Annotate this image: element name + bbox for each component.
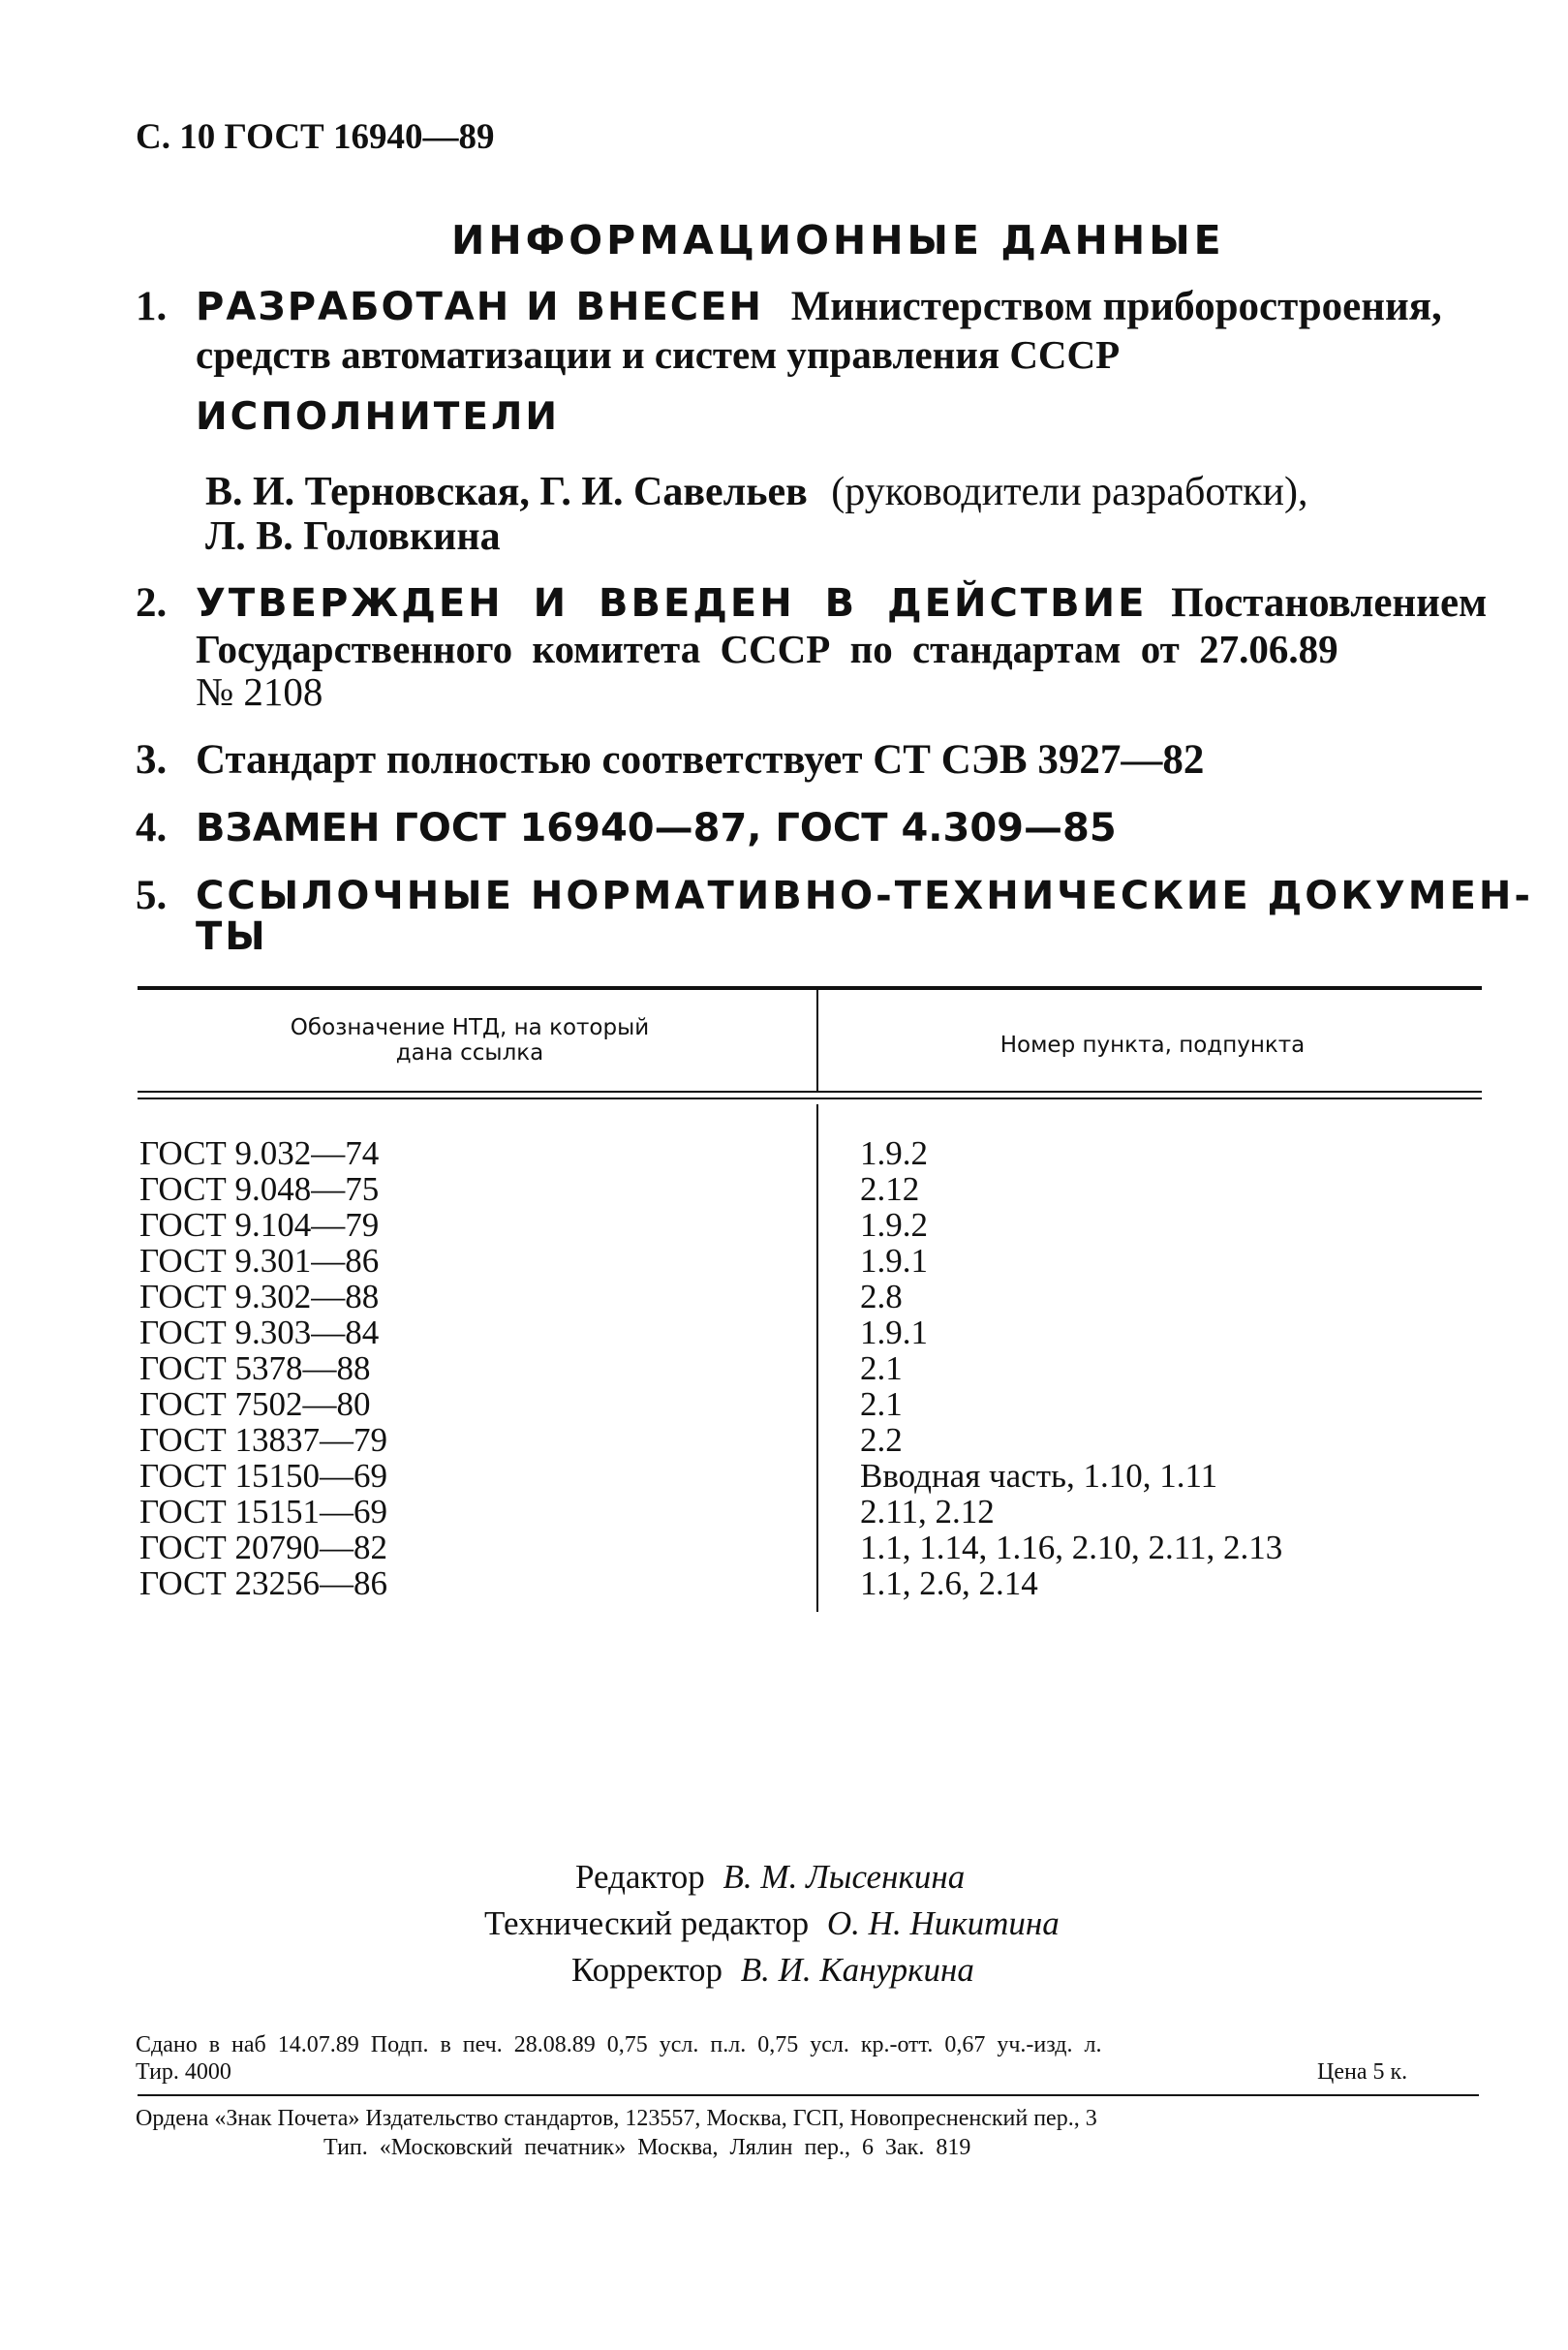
- table-cell: 1.9.2: [860, 1206, 928, 1244]
- table-cell: 1.1, 1.14, 1.16, 2.10, 2.11, 2.13: [860, 1529, 1283, 1566]
- imprint-line-1: Сдано в наб 14.07.89 Подп. в печ. 28.08.89 0,75 усл. п.л. 0,75 усл. кр.-отт. 0,67 уч.-изд. л.: [136, 2032, 1102, 2057]
- item-number: 5.: [136, 873, 168, 918]
- credit-name: О. Н. Никитина: [826, 1904, 1060, 1942]
- table-header-col1-line2: дана ссылка: [395, 1040, 544, 1066]
- table-header-rule-2: [138, 1098, 1482, 1099]
- table-cell: ГОСТ 9.301—86: [139, 1242, 380, 1280]
- table-cell: ГОСТ 13837—79: [139, 1421, 388, 1459]
- item-text: Постановлением: [1171, 580, 1488, 626]
- running-head: С. 10 ГОСТ 16940—89: [136, 117, 495, 157]
- item-5-line-1: [136, 872, 1533, 919]
- item-text: ССЫЛОЧНЫЕ НОРМАТИВНО-ТЕХНИЧЕСКИЕ ДОКУМЕН-: [196, 874, 1533, 918]
- item-2-line-2: Государственного комитета СССР по стандартам от 27.06.89: [196, 627, 1338, 671]
- imprint-printer: Тип. «Московский печатник» Москва, Лялин пер., 6 Зак. 819: [323, 2135, 971, 2160]
- executors-line-2: Л. В. Головкина: [205, 514, 501, 559]
- table-cell: 1.9.2: [860, 1134, 928, 1172]
- credit-name: В. М. Лысенкина: [723, 1858, 966, 1896]
- item-2-line-3: № 2108: [196, 669, 323, 714]
- table-cell: Вводная часть, 1.10, 1.11: [860, 1457, 1218, 1495]
- item-4: [136, 804, 1117, 851]
- table-body-divider: [816, 1104, 818, 1612]
- table-cell: 1.9.1: [860, 1314, 928, 1351]
- item-1-line-2: средств автоматизации и систем управления СССР: [196, 332, 1121, 377]
- executors-role: (руководители разработки),: [831, 470, 1308, 514]
- table-cell: ГОСТ 5378—88: [139, 1349, 371, 1387]
- table-cell: ГОСТ 7502—80: [139, 1385, 371, 1423]
- table-header-col1: [155, 1015, 784, 1066]
- table-header-col2: Номер пункта, подпункта: [999, 1033, 1306, 1058]
- table-cell: 2.1: [860, 1349, 903, 1387]
- item-text: ВЗАМЕН ГОСТ 16940—87, ГОСТ 4.309—85: [196, 806, 1117, 850]
- table-cell: ГОСТ 9.302—88: [139, 1278, 380, 1315]
- table-cell: 2.12: [860, 1170, 920, 1208]
- table-header-rule-1: [138, 1091, 1482, 1093]
- imprint-price: Цена 5 к.: [1317, 2059, 1408, 2085]
- table-cell: ГОСТ 15150—69: [139, 1457, 388, 1495]
- item-3: [136, 736, 1204, 784]
- credit-role: Редактор: [575, 1858, 705, 1896]
- table-cell: 2.2: [860, 1421, 903, 1459]
- table-top-rule: [138, 986, 1482, 990]
- table-cell: 2.11, 2.12: [860, 1493, 995, 1531]
- table-cell: ГОСТ 20790—82: [139, 1529, 388, 1566]
- table-header-divider: [816, 990, 818, 1091]
- credit-tech-editor: [484, 1904, 1060, 1943]
- table-header-col1-line1: Обозначение НТД, на который: [290, 1015, 650, 1040]
- table-col-designation: [139, 1135, 387, 1601]
- executors-line-1: [205, 469, 1308, 515]
- credit-role: Корректор: [571, 1951, 723, 1989]
- table-cell: ГОСТ 9.048—75: [139, 1170, 380, 1208]
- item-text: Стандарт полностью соответствует СТ СЭВ 3927—82: [196, 737, 1205, 783]
- table-cell: ГОСТ 15151—69: [139, 1493, 388, 1531]
- item-text: Министерством приборостроения,: [790, 284, 1442, 329]
- item-number: 1.: [136, 284, 168, 329]
- credit-proofreader: [571, 1951, 974, 1990]
- item-number: 2.: [136, 580, 168, 626]
- item-lead: УТВЕРЖДЕН И ВВЕДЕН В ДЕЙСТВИЕ: [196, 581, 1148, 626]
- table-cell: 2.8: [860, 1278, 903, 1315]
- item-lead: РАЗРАБОТАН И ВНЕСЕН: [196, 285, 763, 329]
- item-number: 3.: [136, 737, 168, 783]
- credit-role: Технический редактор: [484, 1904, 810, 1942]
- executors-names: В. И. Терновская, Г. И. Савельев: [205, 470, 808, 514]
- table-cell: 1.9.1: [860, 1242, 928, 1280]
- imprint-rule: [138, 2094, 1479, 2096]
- table-cell: ГОСТ 9.303—84: [139, 1314, 380, 1351]
- item-1-line-1: [136, 283, 1442, 330]
- item-5-line-2: ТЫ: [196, 914, 268, 959]
- table-col-clause: [860, 1135, 1282, 1601]
- table-cell: ГОСТ 23256—86: [139, 1564, 388, 1602]
- table-cell: 1.1, 2.6, 2.14: [860, 1564, 1038, 1602]
- table-cell: ГОСТ 9.104—79: [139, 1206, 380, 1244]
- imprint-tir: Тир. 4000: [136, 2059, 231, 2085]
- item-2-line-1: [136, 579, 1487, 627]
- table-cell: 2.1: [860, 1385, 903, 1423]
- credit-editor: [575, 1858, 965, 1897]
- credit-name: В. И. Кануркина: [740, 1951, 974, 1989]
- table-cell: ГОСТ 9.032—74: [139, 1134, 380, 1172]
- item-number: 4.: [136, 805, 168, 850]
- imprint-publisher: Ордена «Знак Почета» Издательство стандартов, 123557, Москва, ГСП, Новопресненский пер., 3: [136, 2106, 1097, 2131]
- executors-heading: ИСПОЛНИТЕЛИ: [196, 395, 561, 439]
- page-title: ИНФОРМАЦИОННЫЕ ДАННЫЕ: [451, 217, 1225, 263]
